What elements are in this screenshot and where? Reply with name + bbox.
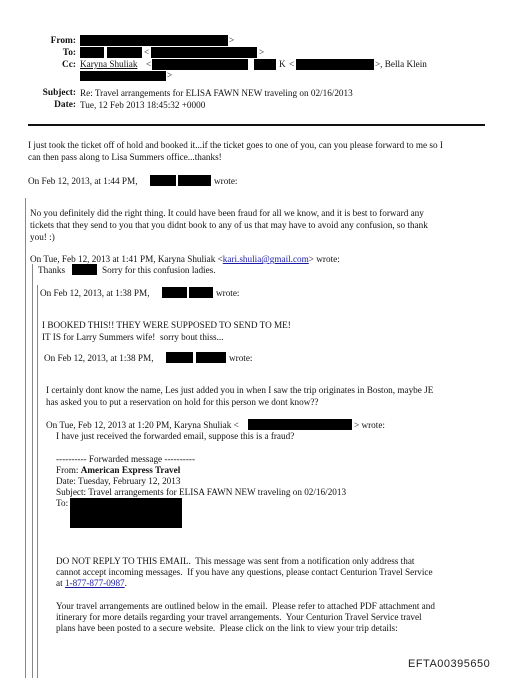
redacted-q1-2 [178, 175, 211, 186]
cc-gt: > [167, 70, 173, 80]
msg4-line-1: I certainly dont know the name, Les just added you in when I saw the trip originates in Boston, maybe JE [46, 385, 434, 395]
fwd-from [56, 465, 180, 476]
quote2-suffix: > wrote: [308, 254, 340, 264]
redacted-to-2 [107, 47, 142, 58]
to-gt: > [259, 47, 265, 57]
subject-value: Re: Travel arrangements for ELISA FAWN NEW traveling on 02/16/2013 [80, 88, 353, 98]
subject-label: Subject: [42, 88, 76, 98]
msg4-line-2: has asked you to put a reservation on hold for this person we dont know?? [46, 397, 319, 407]
cc-label: Cc: [61, 60, 76, 70]
notice-line-1: DO NOT REPLY TO THIS EMAIL. This message was sent from a notification only address that [56, 556, 415, 566]
quote4-prefix: On Feb 12, 2013, at 1:38 PM, [44, 353, 154, 363]
quote5-suffix: > wrote: [354, 420, 385, 430]
cc-tail: >, Bella Klein [375, 59, 427, 69]
quote4-suffix: wrote: [229, 353, 253, 363]
to-lt: < [144, 47, 150, 57]
quote1-suffix: wrote: [214, 176, 238, 186]
quote2-thanks: Thanks [38, 265, 66, 275]
cc-name-1: Karyna Shuliak [80, 59, 138, 69]
msg2-line-1: No you definitely did the right thing. It could have been fraud for all we know, and it is best to forward any [30, 208, 424, 218]
from-gt: > [229, 35, 235, 45]
quote2-email-link[interactable]: kari.shulia@gmail.com [222, 254, 309, 264]
from-label: From: [50, 36, 76, 46]
redacted-cc-4 [80, 71, 166, 81]
redacted-q5 [248, 419, 352, 430]
arrangements-line-2: itinerary for more details regarding your travel arrangements. Your Centurion Travel Service travel [56, 612, 422, 622]
phone-link[interactable]: 1-877-877-0987 [64, 578, 125, 588]
cc-lt-1: < [146, 59, 152, 69]
quote-bar-2 [32, 264, 33, 678]
header-divider [28, 124, 485, 126]
redacted-q4-2 [196, 352, 226, 363]
redacted-to-1 [80, 47, 104, 58]
quote-bar-3 [37, 285, 38, 678]
quote-bar-1 [25, 198, 26, 678]
redacted-cc-1 [152, 59, 248, 70]
date-label: Date: [54, 100, 76, 110]
notice-line-3-prefix: at [56, 578, 65, 588]
arrangements-line-3: plans have been posted to a secure website. Please click on the link to view your trip details: [56, 623, 398, 633]
msg2-line-2: tickets that they send to you that you didnt book to any of us that may have to avoid any confusion, so thank [30, 220, 428, 230]
notice-line-3-suffix: . [124, 578, 127, 588]
quote3-prefix: On Feb 12, 2013, at 1:38 PM, [40, 288, 150, 298]
redacted-q3-1 [162, 287, 187, 298]
fwd-subject: Subject: Travel arrangements for ELISA FAWN NEW traveling on 02/16/2013 [56, 487, 347, 497]
msg2-line-3: you! :) [30, 232, 55, 242]
redacted-q4-1 [166, 352, 193, 363]
fwd-from-value: American Express Travel [80, 465, 181, 475]
quote1-prefix: On Feb 12, 2013, at 1:44 PM, [28, 176, 138, 186]
msg1-line-1: I just took the ticket off of hold and booked it...if the ticket goes to one of you, can you please forward to me so I [28, 140, 443, 150]
cc-lt-2: < [289, 59, 295, 69]
redacted-q3-2 [189, 287, 213, 298]
fwd-divider: ---------- Forwarded message ---------- [56, 454, 196, 464]
fwd-date: Date: Tuesday, February 12, 2013 [56, 476, 181, 486]
quote2-prefix: On Tue, Feb 12, 2013 at 1:41 PM, Karyna Shuliak < [30, 254, 223, 264]
msg1-line-2: can then pass along to Lisa Summers office...thanks! [28, 152, 222, 162]
quote5-prefix: On Tue, Feb 12, 2013 at 1:20 PM, Karyna Shuliak < [46, 420, 239, 430]
to-label: To: [62, 48, 76, 58]
fwd-from-label: From: [56, 465, 81, 475]
msg3-line-2: IT IS for Larry Summers wife! sorry bout thiss... [42, 332, 224, 342]
msg3-line-1: I BOOKED THIS!! THEY WERE SUPPOSED TO SEND TO ME! [42, 320, 291, 330]
cc-k: K [279, 59, 286, 69]
quote5-body: I have just received the forwarded email, suppose this is a fraud? [56, 431, 295, 441]
redacted-from [80, 35, 228, 46]
redacted-q1-1 [150, 175, 176, 186]
redacted-cc-3 [296, 59, 374, 70]
redacted-to-3 [151, 47, 257, 58]
redacted-fwd-to [70, 498, 182, 528]
redacted-q2 [72, 264, 97, 275]
bates-number: EFTA00395650 [408, 658, 491, 670]
notice-line-3 [56, 578, 127, 589]
fwd-to-label: To: [56, 498, 69, 508]
quote2-sorry: Sorry for this confusion ladies. [102, 265, 216, 275]
redacted-cc-2 [254, 59, 276, 70]
date-value: Tue, 12 Feb 2013 18:45:32 +0000 [80, 100, 206, 110]
arrangements-line-1: Your travel arrangements are outlined below in the email. Please refer to attached PDF attachment and [56, 601, 435, 611]
quote3-suffix: wrote: [216, 288, 240, 298]
notice-line-2: cannot accept incoming messages. If you have any questions, please contact Centurion Travel Service [56, 567, 433, 577]
